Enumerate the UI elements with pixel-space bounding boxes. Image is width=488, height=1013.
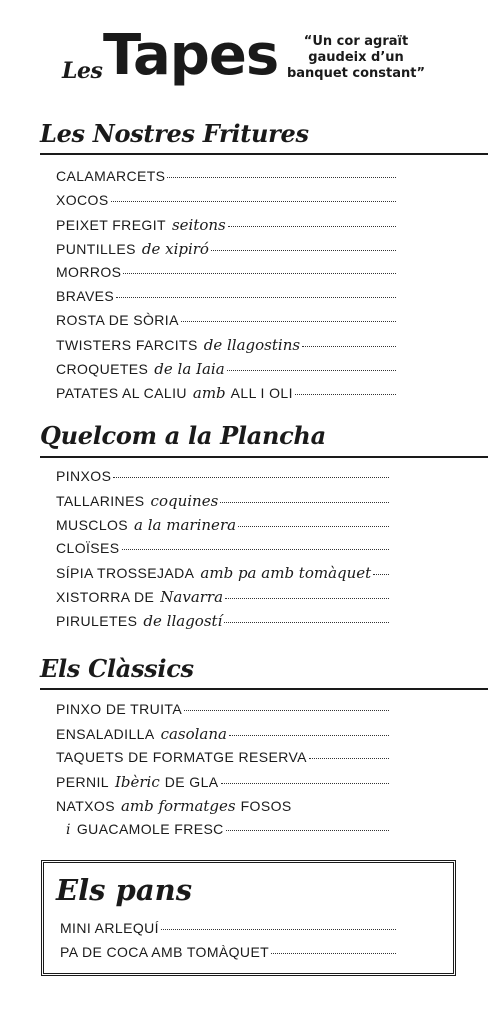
item-name: PIRULETES: [56, 613, 138, 629]
leader-dots: [122, 549, 390, 550]
item-name: TALLARINES: [56, 493, 145, 509]
menu-item: [56, 564, 389, 588]
item-script: i: [66, 822, 71, 838]
quote-line: banquet constant”: [286, 66, 426, 81]
menu-item: [56, 492, 389, 516]
menu-item: [56, 288, 396, 312]
section-divider: [40, 456, 488, 458]
item-script: seitons: [171, 216, 226, 234]
item-name: MUSCLOS: [56, 517, 129, 533]
item-name: NATXOS: [56, 798, 115, 814]
item-name: ENSALADILLA: [56, 726, 155, 742]
item-name: MINI ARLEQUÍ: [60, 920, 159, 936]
menu-item: [56, 168, 396, 192]
fritures-list: [56, 168, 396, 408]
item-script: de llagostins: [203, 336, 301, 354]
quote-line: gaudeix d’un: [308, 50, 404, 65]
leader-dots: [123, 273, 396, 274]
leader-dots: [373, 574, 389, 575]
leader-dots: [116, 297, 396, 298]
menu-header: [0, 0, 488, 115]
leader-dots: [309, 758, 389, 759]
menu-item: [60, 920, 396, 944]
pans-list: [60, 920, 396, 968]
leader-dots: [302, 346, 396, 347]
section-title-classics: Els Clàssics: [40, 654, 194, 683]
leader-dots: [224, 622, 389, 623]
item-script: amb formatges: [120, 797, 236, 815]
item-name: PINXOS: [56, 468, 112, 484]
menu-item: [56, 384, 396, 408]
item-name: PEIXET FREGIT: [56, 217, 166, 233]
leader-dots: [295, 394, 396, 395]
section-divider: [40, 688, 488, 690]
menu-item: [56, 240, 396, 264]
item-script: Navarra: [160, 588, 224, 606]
leader-dots: [211, 250, 396, 251]
leader-dots: [111, 201, 396, 202]
menu-item: [56, 725, 389, 749]
section-title-plancha: Quelcom a la Plancha: [40, 421, 326, 450]
item-script: amb: [192, 384, 226, 402]
item-name: TAQUETS DE FORMATGE RESERVA: [56, 749, 307, 765]
item-name: PA DE COCA AMB TOMÀQUET: [60, 944, 270, 960]
item-name-suffix: DE GLA: [164, 774, 219, 790]
item-name: PATATES AL CALIU: [56, 385, 187, 401]
menu-item: [56, 612, 389, 636]
menu-item: [56, 192, 396, 216]
item-name: PINXO DE TRUITA: [56, 701, 183, 717]
item-script: a la marinera: [134, 516, 237, 534]
section-title-pans: Els pans: [56, 873, 193, 907]
item-name: XOCOS: [56, 192, 109, 208]
item-name: CALAMARCETS: [56, 168, 166, 184]
menu-item: [56, 701, 389, 725]
item-script: amb pa amb tomàquet: [200, 564, 372, 582]
menu-item: [56, 312, 396, 336]
item-name: CLOÏSES: [56, 540, 120, 556]
leader-dots: [161, 929, 396, 930]
item-name: ROSTA DE SÒRIA: [56, 312, 179, 328]
leader-dots: [228, 226, 396, 227]
leader-dots: [225, 598, 389, 599]
item-script: de xipiró: [141, 240, 209, 258]
item-name: CROQUETES: [56, 361, 149, 377]
header-quote: [266, 34, 446, 82]
quote-line: “Un cor agraït: [303, 34, 409, 49]
menu-item: [56, 216, 396, 240]
menu-item: [56, 336, 396, 360]
leader-dots: [181, 321, 396, 322]
leader-dots: [227, 370, 396, 371]
leader-dots: [221, 783, 389, 784]
item-name: PERNIL: [56, 774, 109, 790]
item-name-suffix: FOSOS: [240, 798, 292, 814]
item-script: Ibèric: [114, 773, 160, 791]
item-name: GUACAMOLE FRESC: [76, 821, 224, 837]
item-script: casolana: [160, 725, 227, 743]
leader-dots: [220, 502, 389, 503]
menu-item: [56, 468, 389, 492]
leader-dots: [184, 710, 389, 711]
menu-item: [56, 773, 389, 797]
menu-item: [56, 540, 389, 564]
menu-item: [56, 749, 389, 773]
menu-item: [56, 797, 389, 821]
item-name-suffix: ALL I OLI: [230, 385, 293, 401]
menu-item: [56, 821, 389, 845]
leader-dots: [238, 526, 389, 527]
menu-item: [56, 264, 396, 288]
leader-dots: [113, 477, 389, 478]
header-les: Les: [62, 58, 103, 84]
item-name: MORROS: [56, 264, 122, 280]
item-name: PUNTILLES: [56, 241, 136, 257]
section-title-fritures: Les Nostres Fritures: [40, 119, 309, 148]
menu-item: [56, 360, 396, 384]
leader-dots: [229, 735, 389, 736]
item-name: BRAVES: [56, 288, 115, 304]
menu-item: [56, 516, 389, 540]
leader-dots: [226, 830, 389, 831]
leader-dots: [271, 953, 396, 954]
classics-list: [56, 701, 389, 845]
item-name: SÍPIA TROSSEJADA: [56, 565, 195, 581]
item-script: de llagostí: [143, 612, 223, 630]
menu-item: [60, 944, 396, 968]
leader-dots: [167, 177, 396, 178]
section-divider: [40, 153, 488, 155]
item-name: XISTORRA DE: [56, 589, 155, 605]
header-title: Tapes: [103, 23, 279, 88]
item-script: de la Iaia: [154, 360, 225, 378]
plancha-list: [56, 468, 389, 636]
menu-item: [56, 588, 389, 612]
item-name: TWISTERS FARCITS: [56, 337, 198, 353]
item-script: coquines: [150, 492, 219, 510]
